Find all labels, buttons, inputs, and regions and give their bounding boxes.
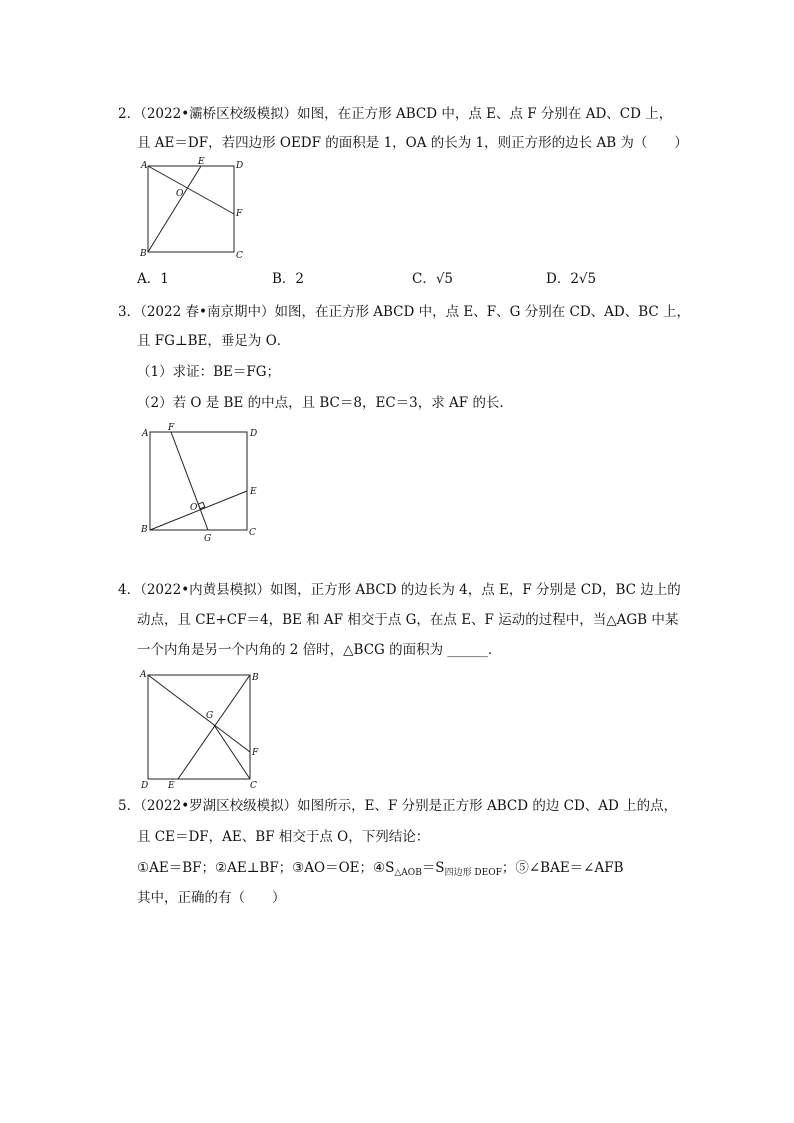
q3-subquestion-1: （1）求证：BE＝FG； (137, 364, 281, 380)
q3-label-E: E (250, 487, 257, 497)
q3-segment-FG (171, 432, 208, 530)
q3-segment-BE (150, 491, 247, 530)
q4-segment-GC (214, 725, 250, 779)
q2-square (148, 166, 234, 252)
q2-segment-BE (148, 166, 201, 252)
q2-text-line2: 且 AE＝DF，若四边形 OEDF 的面积是 1，OA 的长为 1，则正方形的边长 AB 为（ ） (137, 135, 688, 151)
q5-text-line3 (137, 859, 624, 882)
q2-label-E: E (198, 157, 205, 167)
q2-text-line1: 2．（2022•灞桥区校级模拟）如图，在正方形 ABCD 中，点 E、点 F 分别在 AD、CD 上， (118, 106, 673, 122)
q4-figure (138, 668, 268, 792)
q2-figure (140, 158, 250, 263)
q4-label-F: F (252, 748, 259, 758)
q4-text-line3: 一个内角是另一个内角的 2 倍时，△BCG 的面积为 ______． (137, 642, 502, 658)
q3-label-D: D (250, 429, 258, 439)
q4-label-E: E (168, 781, 175, 791)
q4-text-line1: 4．（2022•内黄县模拟）如图，正方形 ABCD 的边长为 4，点 E，F 分别是 CD，BC 边上的 (118, 582, 681, 598)
q2-label-C: C (236, 251, 243, 261)
q3-label-A: A (142, 429, 149, 439)
q4-text-line2: 动点，且 CE+CF＝4，BE 和 AF 相交于点 G，在点 E、F 运动的过程中，当△AGB 中某 (137, 612, 679, 628)
q4-label-G: G (206, 711, 214, 721)
q3-label-O: O (190, 503, 198, 513)
q3-square (150, 432, 247, 530)
q5-text-line2: 且 CE＝DF，AE、BF 相交于点 O，下列结论： (137, 829, 430, 845)
q4-square (148, 675, 250, 779)
q2-option-d: D．2√5 (546, 271, 597, 287)
q3-text-line1: 3．（2022 春•南京期中）如图，在正方形 ABCD 中，点 E、F、G 分别在 CD、AD、BC 上， (118, 304, 691, 320)
q3-label-G: G (204, 534, 212, 544)
q2-label-A: A (141, 161, 148, 171)
q2-option-c: C．√5 (412, 271, 454, 287)
q5-text-line4: 其中，正确的有（ ） (137, 890, 286, 906)
q5-text-line1: 5．（2022•罗湖区校级模拟）如图所示，E、F 分别是正方形 ABCD 的边 CD、AD 上的点， (118, 798, 678, 814)
q5-subscript-aob: △AOB (394, 868, 422, 878)
q5-subscript-deof: 四边形 DEOF (444, 868, 502, 878)
q4-segment-AF (148, 675, 250, 752)
q2-label-B: B (140, 249, 147, 259)
q4-label-D: D (141, 781, 149, 791)
q3-subquestion-2: （2）若 O 是 BE 的中点，且 BC＝8，EC＝3，求 AF 的长． (137, 395, 513, 411)
q4-label-C: C (250, 781, 257, 791)
q2-option-b: B．2 (272, 271, 305, 287)
q3-label-F: F (168, 423, 175, 433)
q2-segment-AF (148, 166, 234, 214)
q2-option-a: A．1 (137, 271, 169, 287)
q2-label-O: O (176, 189, 184, 199)
q3-label-B: B (141, 525, 148, 535)
q4-label-A: A (140, 670, 147, 680)
q3-right-angle-mark (198, 502, 205, 509)
q5-conclusions-part1: ①AE＝BF；②AE⊥BF；③AO＝OE；④S (137, 860, 395, 876)
q3-text-line2: 且 FG⊥BE，垂足为 O． (137, 333, 291, 349)
q5-conclusions-part2: ＝S (421, 860, 445, 876)
q3-figure (140, 424, 270, 542)
q2-label-F: F (236, 209, 243, 219)
q5-conclusions-part3: ；⑤∠BAE＝∠AFB (501, 860, 624, 876)
q3-label-C: C (249, 528, 256, 538)
q2-label-D: D (236, 161, 244, 171)
q4-label-B: B (252, 673, 259, 683)
